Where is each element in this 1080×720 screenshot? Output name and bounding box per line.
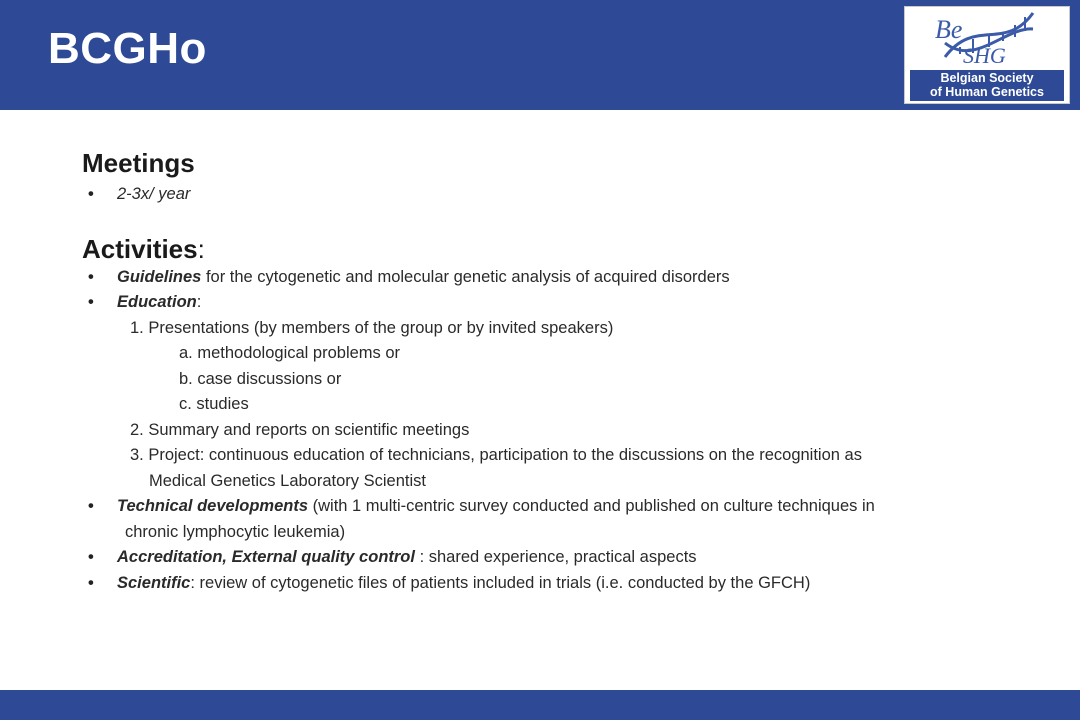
- besh-logo: [904, 6, 1070, 104]
- education-item: • Education:: [82, 290, 1042, 316]
- accreditation-item: • Accreditation, External quality control : shared experience, practical aspects: [82, 545, 1042, 571]
- logo-line-1: Belgian Society: [940, 71, 1034, 85]
- education-subitem: 2. Summary and reports on scientific meetings: [130, 420, 470, 439]
- svg-text:SHG: SHG: [963, 43, 1006, 68]
- meetings-frequency-item: • 2-3x/ year: [82, 182, 1042, 208]
- technical-developments-item: • Technical developments (with 1 multi-centric survey conducted and published on culture techniques in: [82, 494, 1042, 520]
- svg-text:Be: Be: [935, 15, 963, 44]
- footer-bar: [0, 690, 1080, 720]
- activities-heading: Activities:: [82, 233, 205, 264]
- education-subitem: Medical Genetics Laboratory Scientist: [149, 471, 426, 490]
- slide-title: BCGHo: [48, 24, 207, 73]
- dna-helix-logo-icon: [905, 7, 1071, 71]
- education-subitem: 1. Presentations (by members of the group or by invited speakers): [130, 318, 614, 337]
- scientific-item: • Scientific: review of cytogenetic files of patients included in trials (i.e. conducted by the GFCH): [82, 571, 1042, 597]
- slide-body: [82, 146, 1042, 596]
- header-bar: [0, 0, 1080, 110]
- education-subitem: c. studies: [179, 395, 249, 413]
- guidelines-item: • Guidelines for the cytogenetic and molecular genetic analysis of acquired disorders: [82, 265, 1042, 291]
- education-subitem: b. case discussions or: [179, 369, 342, 388]
- logo-text-band: [910, 70, 1064, 101]
- education-subitem: 3. Project: continuous education of technicians, participation to the discussions on the recognition as: [130, 446, 862, 464]
- logo-line-2: of Human Genetics: [930, 85, 1044, 99]
- meetings-heading: Meetings: [82, 148, 195, 178]
- education-subitem: a. methodological problems or: [179, 344, 401, 362]
- technical-developments-continuation: chronic lymphocytic leukemia): [125, 522, 346, 541]
